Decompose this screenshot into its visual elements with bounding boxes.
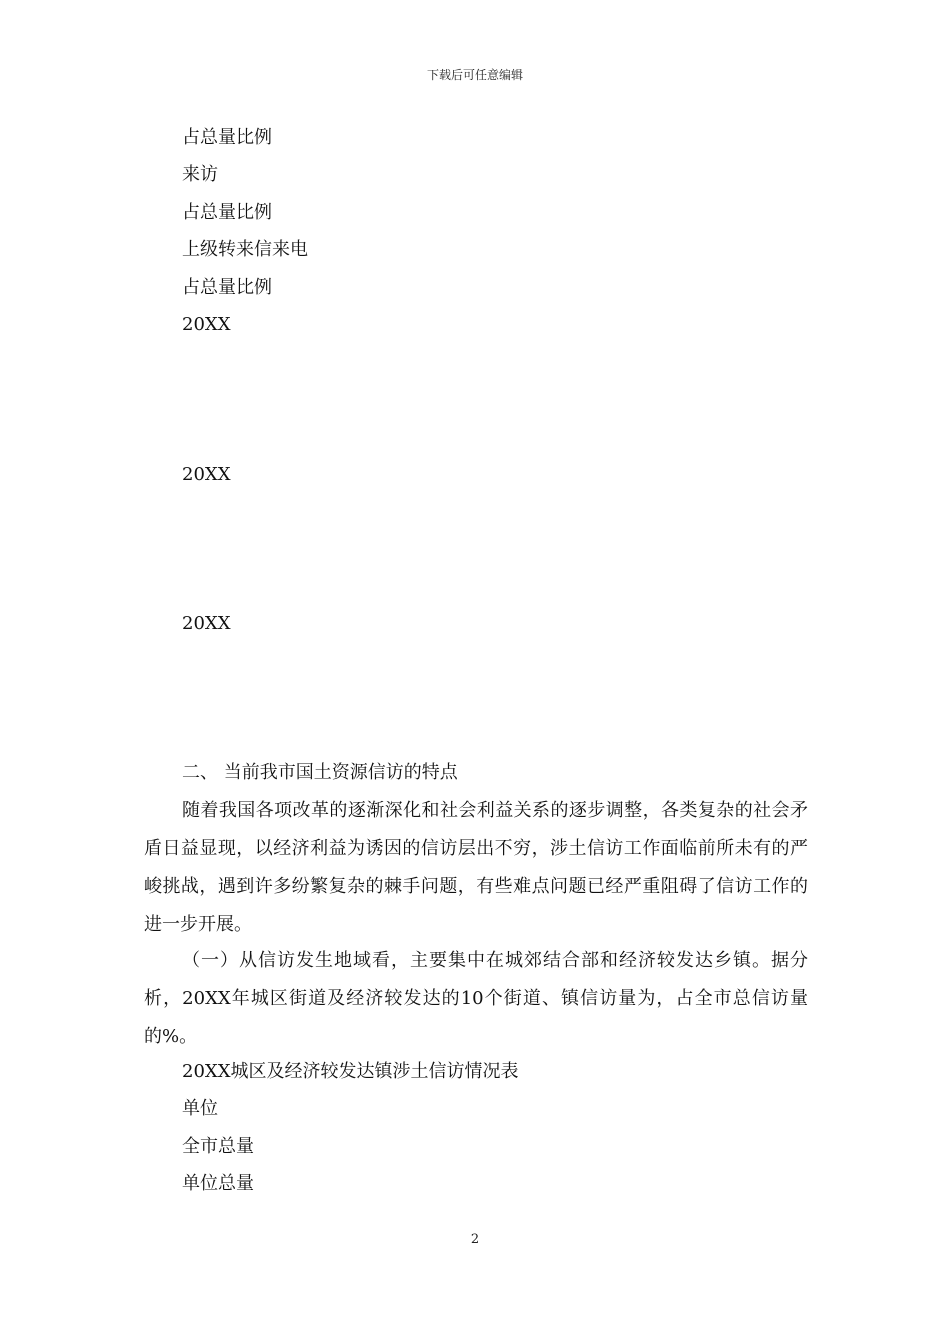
table-cell: 单位 (182, 1098, 218, 1119)
page-number: 2 (470, 1232, 480, 1247)
table-cell: 上级转来信来电 (182, 239, 308, 260)
table-cell: 占总量比例 (182, 202, 272, 223)
section-heading: 二、 当前我市国土资源信访的特点 (182, 762, 458, 783)
table-cell: 来访 (182, 164, 218, 185)
body-paragraph: 随着我国各项改革的逐渐深化和社会利益关系的逐步调整，各类复杂的社会矛盾日益显现，以经济利益为诱因的信访层出不穷，涉土信访工作面临前所未有的严峻挑战，遇到许多纷繁复杂的棘手问题，有些难点问题已经严重阻碍了信访工作的进一步开展。 (144, 800, 808, 935)
table-cell: 占总量比例 (182, 127, 272, 148)
page-header: 下载后可任意编辑 (426, 68, 523, 82)
body-paragraph: （一）从信访发生地域看，主要集中在城郊结合部和经济较发达乡镇。据分析，20XX年城区街道及经济较发达的10个街道、镇信访量为，占全市总信访量的%。 (144, 950, 808, 1047)
table-cell-year: 20XX (182, 464, 231, 485)
table-cell-year: 20XX (182, 613, 231, 634)
table-cell: 全市总量 (182, 1136, 254, 1157)
table-cell-year: 20XX (182, 314, 231, 335)
table-cell: 占总量比例 (182, 277, 272, 298)
table-caption: 20XX城区及经济较发达镇涉土信访情况表 (182, 1061, 519, 1082)
table-cell: 单位总量 (182, 1173, 254, 1194)
